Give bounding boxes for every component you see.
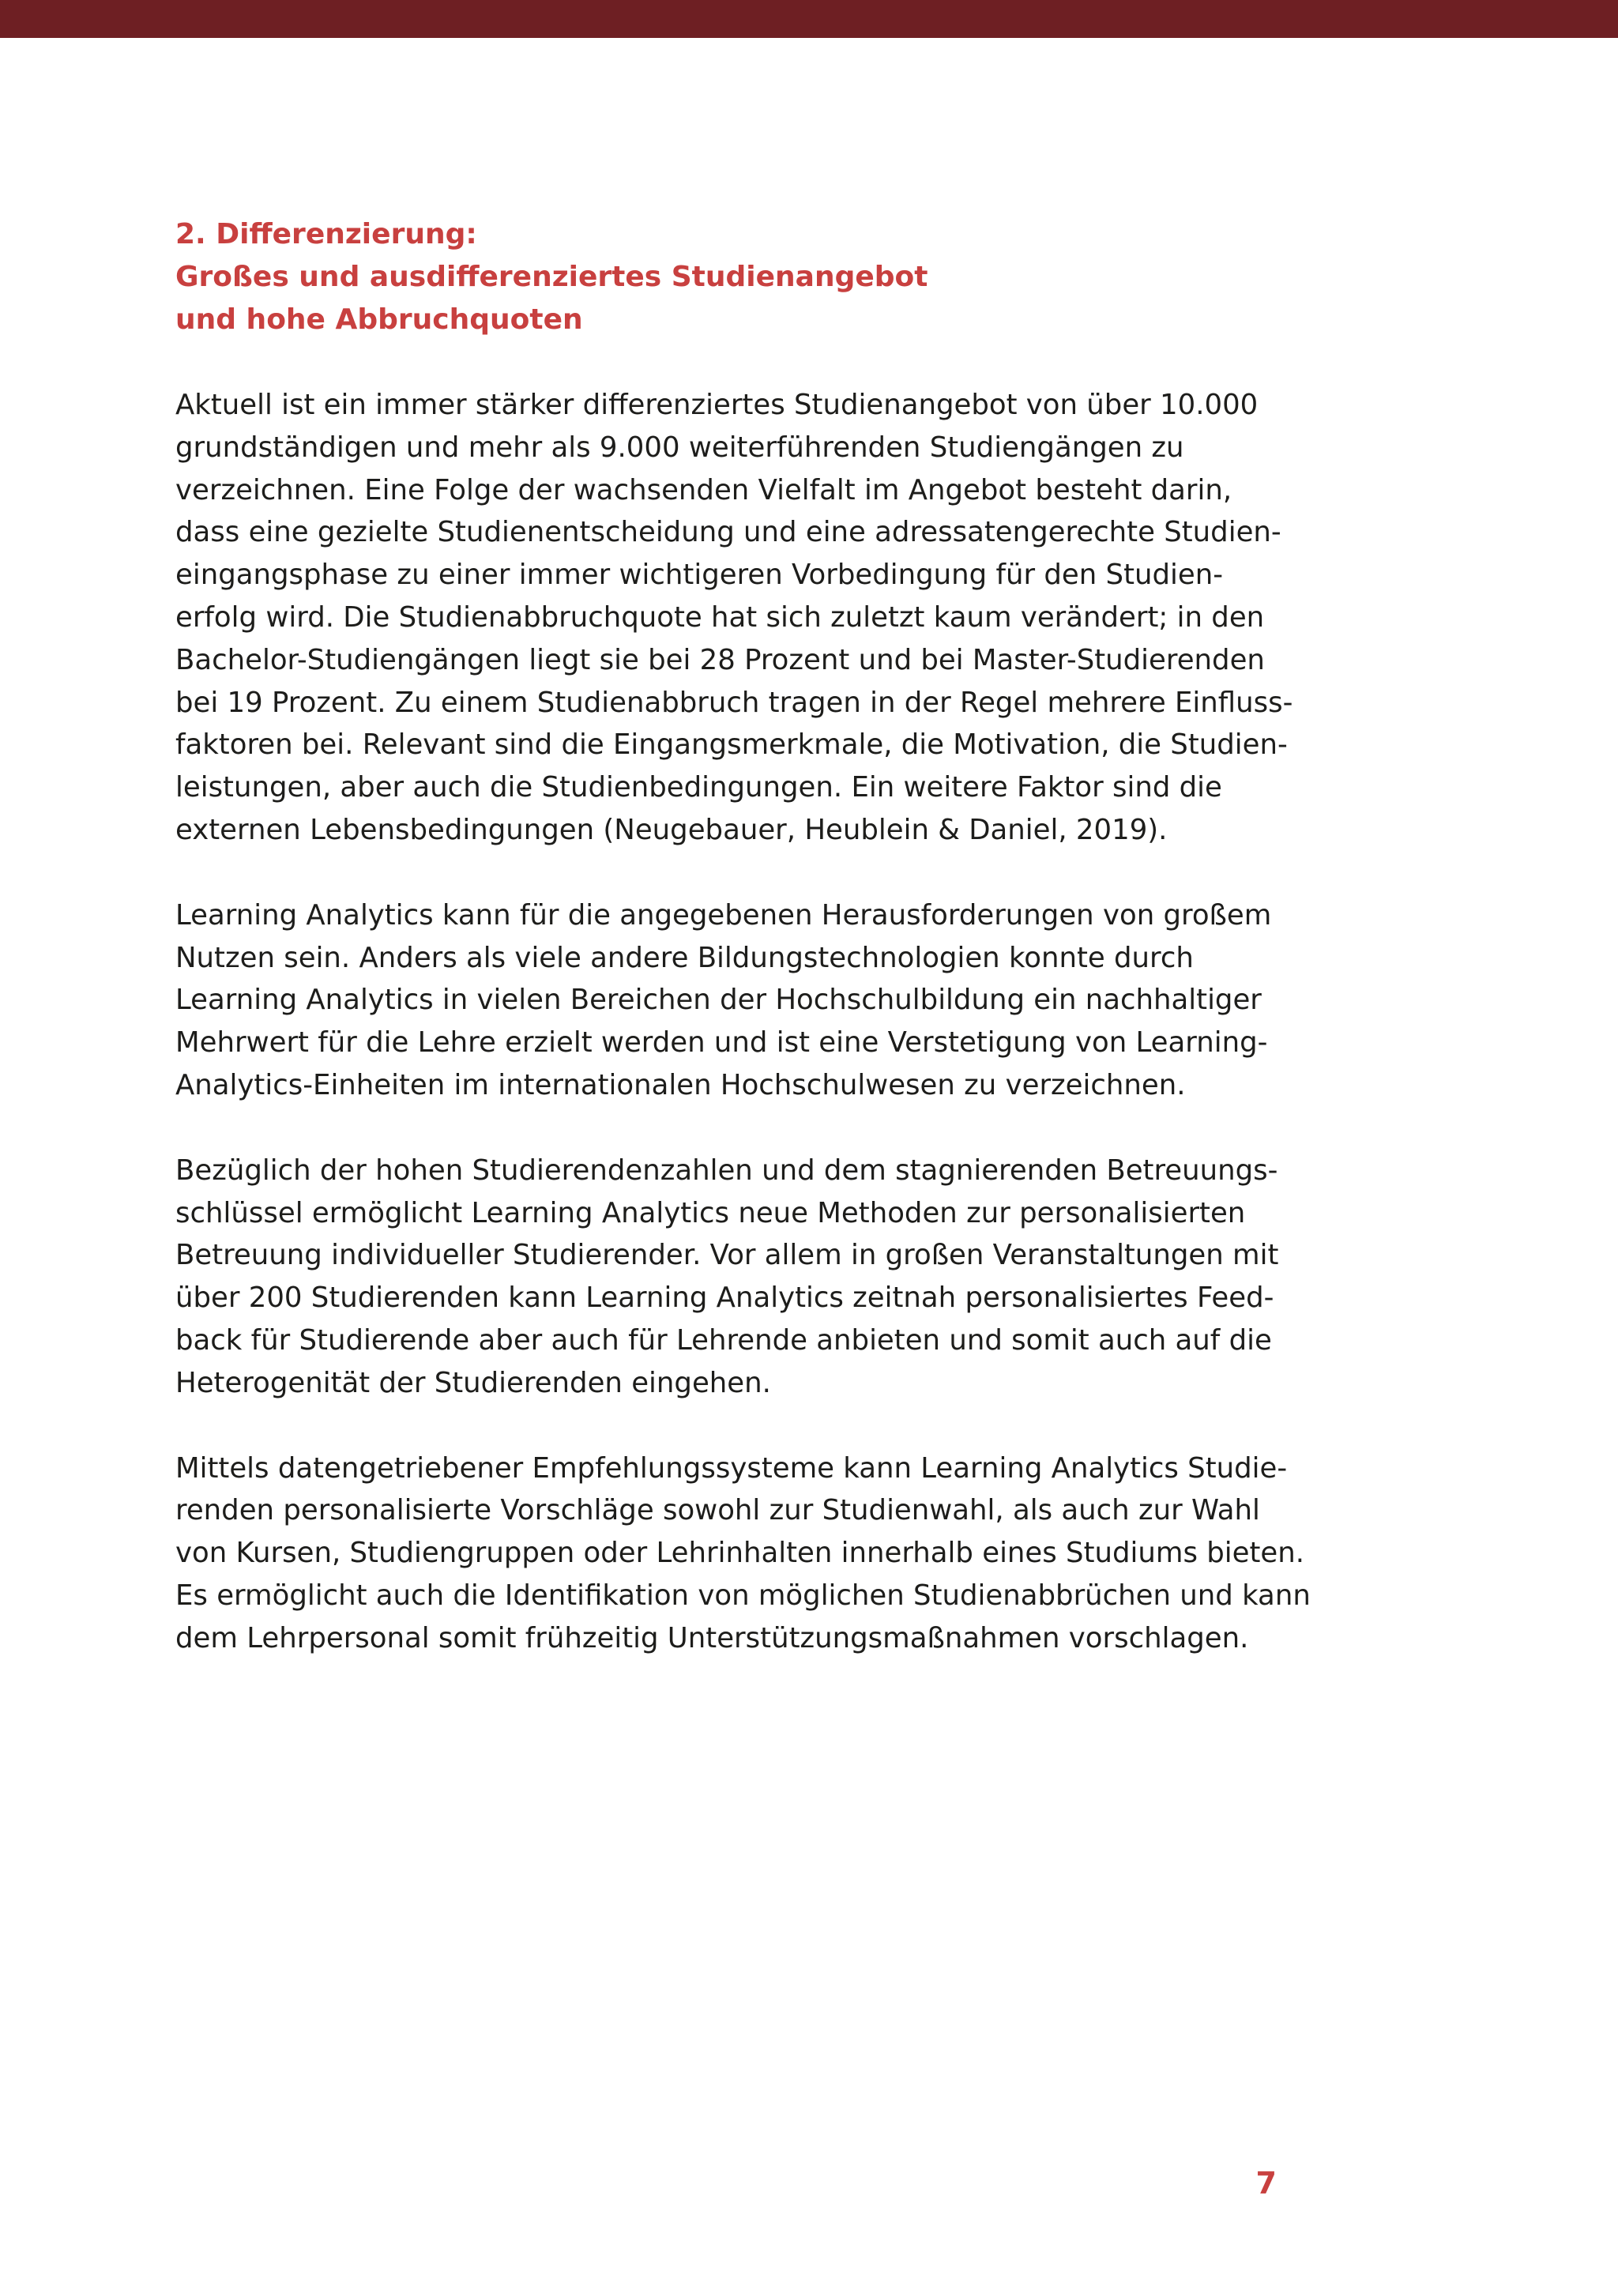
- text-line: grundständigen und mehr als 9.000 weiterführenden Studiengängen zu: [175, 431, 1184, 464]
- text-line: Bachelor-Studiengängen liegt sie bei 28 Prozent und bei Master-Studierenden: [175, 643, 1265, 676]
- text-line: verzeichnen. Eine Folge der wachsenden Vielfalt im Angebot besteht darin,: [175, 473, 1232, 506]
- text-line: Bezüglich der hohen Studierendenzahlen und dem stagnierenden Betreuungs-: [175, 1154, 1278, 1187]
- text-line: Heterogenität der Studierenden eingehen.: [175, 1366, 771, 1399]
- text-line: Nutzen sein. Anders als viele andere Bildungstechnologien konnte durch: [175, 941, 1194, 974]
- top-color-bar: [0, 0, 1618, 38]
- text-line: eingangsphase zu einer immer wichtigeren Vorbedingung für den Studien-: [175, 559, 1224, 592]
- text-line: Betreuung individueller Studierender. Vor allem in großen Veranstaltungen mit: [175, 1239, 1279, 1272]
- text-line: über 200 Studierenden kann Learning Analytics zeitnah personalisiertes Feed-: [175, 1282, 1274, 1315]
- section-heading-line: Großes und ausdifferenziertes Studienangebot: [175, 261, 928, 293]
- text-line: Learning Analytics in vielen Bereichen der Hochschulbildung ein nachhaltiger: [175, 984, 1262, 1017]
- text-line: back für Studierende aber auch für Lehrende anbieten und somit auch auf die: [175, 1323, 1272, 1357]
- text-line: externen Lebensbedingungen (Neugebauer, Heublein & Daniel, 2019).: [175, 813, 1168, 846]
- section-heading-line: 2. Differenzierung:: [175, 218, 477, 250]
- text-line: faktoren bei. Relevant sind die Eingangsmerkmale, die Motivation, die Studien-: [175, 728, 1288, 762]
- text-line: von Kursen, Studiengruppen oder Lehrinhalten innerhalb eines Studiums bieten.: [175, 1537, 1305, 1570]
- text-line: dass eine gezielte Studienentscheidung und eine adressatengerechte Studien-: [175, 516, 1281, 549]
- page-content: [175, 213, 1313, 1660]
- section-heading: [175, 213, 1313, 341]
- text-line: bei 19 Prozent. Zu einem Studienabbruch tragen in der Regel mehrere Einfluss-: [175, 686, 1293, 719]
- text-line: renden personalisierte Vorschläge sowohl zur Studienwahl, als auch zur Wahl: [175, 1494, 1260, 1527]
- text-line: Learning Analytics kann für die angegebenen Herausforderungen von großem: [175, 898, 1272, 932]
- paragraph-student-support: [175, 1150, 1313, 1405]
- paragraph-recommender-systems: [175, 1447, 1313, 1660]
- text-line: Mehrwert für die Lehre erzielt werden und ist eine Verstetigung von Learning-: [175, 1026, 1268, 1060]
- text-line: dem Lehrpersonal somit frühzeitig Unterstützungsmaßnahmen vorschlagen.: [175, 1621, 1249, 1654]
- page-number: 7: [1255, 2166, 1277, 2200]
- text-line: Analytics-Einheiten im internationalen Hochschulwesen zu verzeichnen.: [175, 1068, 1186, 1101]
- section-heading-line: und hohe Abbruchquoten: [175, 303, 583, 336]
- text-line: Aktuell ist ein immer stärker differenziertes Studienangebot von über 10.000: [175, 389, 1259, 421]
- text-line: schlüssel ermöglicht Learning Analytics neue Methoden zur personalisierten: [175, 1196, 1246, 1229]
- paragraph-learning-analytics-benefit: [175, 894, 1313, 1107]
- text-line: Mittels datengetriebener Empfehlungssysteme kann Learning Analytics Studie-: [175, 1451, 1288, 1485]
- text-line: Es ermöglicht auch die Identifikation von möglichen Studienabbrüchen und kann: [175, 1579, 1311, 1612]
- paragraph-study-offer: [175, 384, 1313, 852]
- text-line: erfolg wird. Die Studienabbruchquote hat sich zuletzt kaum verändert; in den: [175, 600, 1265, 634]
- text-line: leistungen, aber auch die Studienbedingungen. Ein weitere Faktor sind die: [175, 771, 1222, 804]
